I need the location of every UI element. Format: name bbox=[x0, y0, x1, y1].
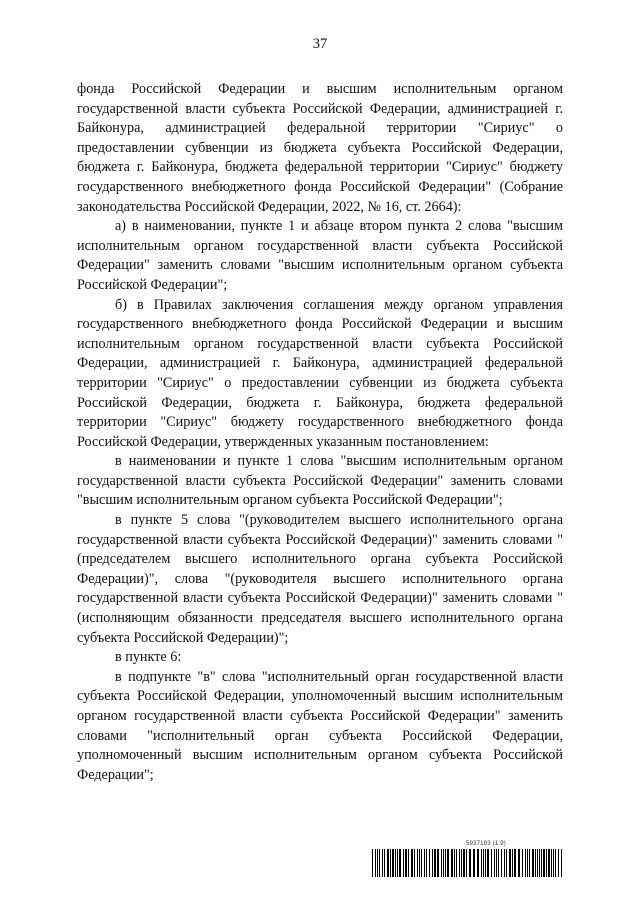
paragraph-subpoint-v: в подпункте "в" слова "исполнительный орган государственной власти субъекта Российской Федерации, уполномоченный высшим исполнительным органом государственной власти субъекта Российской Федерации" заменить словами "исполнительный орган субъекта Российской Федерации, уполномоченный высшим исполнительным органом субъекта Российской Федерации"; bbox=[77, 668, 563, 783]
document-body bbox=[77, 80, 563, 785]
barcode-icon bbox=[372, 849, 562, 877]
paragraph-naming-and-point-1: в наименовании и пункте 1 слова "высшим исполнительным органом государственной власти субъекта Российской Федерации" заменить словами "высшим исполнительным органом субъекта Российской Федерации"; bbox=[77, 453, 563, 509]
page-number: 37 bbox=[312, 36, 328, 52]
paragraph-continuation: фонда Российской Федерации и высшим исполнительным органом государственной власти субъекта Российской Федерации, администрацией г. Байконура, администрацией федеральной территории "Сириус" о предоставлении субвенции из бюджета субъекта Российской Федерации, бюджета г. Байконура, бюджета федеральной территории "Сириус" бюджету государственного внебюджетного фонда Российской Федерации" (Собрание законодательства Российской Федерации, 2022, № 16, ст. 2664): bbox=[77, 81, 563, 215]
document-code: 5937193 (1.9) bbox=[466, 841, 506, 847]
paragraph-item-b: б) в Правилах заключения соглашения между органом управления государственного внебюджетного фонда Российской Федерации и высшим исполнительным органом государственной власти субъекта Российской Федерации, администрацией г. Байконура, администрацией федеральной территории "Сириус" о предоставлении субвенции из бюджета субъекта Российской Федерации, бюджета г. Байконура, бюджета федеральной территории "Сириус" бюджету государственного внебюджетного фонда Российской Федерации, утвержденных указанным постановлением: bbox=[77, 296, 563, 450]
paragraph-point-6: в пункте 6: bbox=[115, 649, 182, 666]
paragraph-point-5: в пункте 5 слова "(руководителем высшего исполнительного органа государственной власти субъекта Российской Федерации)" заменить словами "(председателем высшего исполнительного органа субъекта Российской Федерации)", слова "(руководителя высшего исполнительного органа государственной власти субъекта Российской Федерации)" заменить словами "(исполняющим обязанности председателя высшего исполнительного органа субъекта Российской Федерации)"; bbox=[77, 512, 563, 646]
paragraph-item-a: а) в наименовании, пункте 1 и абзаце втором пункта 2 слова "высшим исполнительным органом государственной власти субъекта Российской Федерации" заменить словами "высшим исполнительным органом субъекта Российской Федерации"; bbox=[77, 218, 563, 293]
